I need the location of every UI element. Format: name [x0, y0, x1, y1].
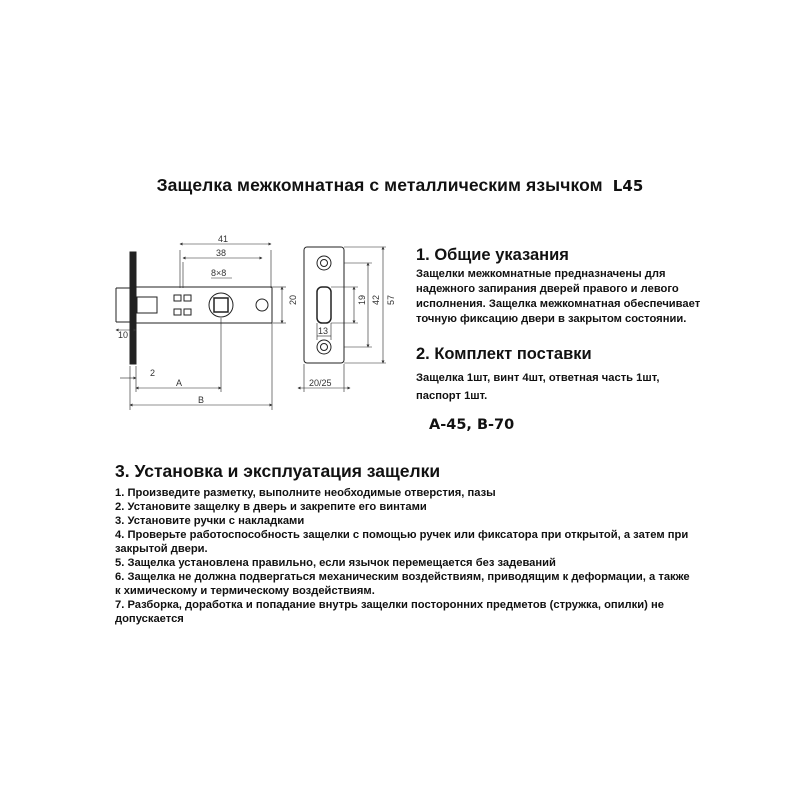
technical-drawing [100, 225, 400, 415]
step-line: 2. Установите защелку в дверь и закрепите его винтами [115, 501, 427, 513]
section1-text [416, 267, 746, 327]
section2-text [416, 369, 746, 405]
step-line: 7. Разборка, доработка и попадание внутрь защелки посторонних предметов (стружка, опилки) не [115, 599, 664, 611]
latch-body [136, 287, 272, 323]
dim-13: 13 [318, 326, 329, 336]
strike-plate [304, 247, 344, 363]
dim-38: 38 [216, 248, 227, 258]
step-line: 5. Защелка установлена правильно, если язычок перемещается без задеваний [115, 557, 556, 569]
title-main: Защелка межкомнатная с металлическим язычком [156, 175, 603, 195]
section1-line: исполнения. Защелка межкомнатная обеспечивает [416, 298, 701, 310]
strike-slot [317, 287, 331, 323]
dim-a: A [176, 378, 183, 388]
dim-20-25: 20/25 [309, 378, 332, 388]
spindle-hole [209, 293, 233, 317]
dim-2: 2 [150, 368, 156, 378]
dim-10: 10 [118, 330, 129, 340]
section3-heading: 3. Установка и эксплуатация защелки [115, 461, 441, 481]
faceplate [130, 252, 136, 364]
step-line: 3. Установите ручки с накладками [115, 515, 305, 527]
step-line: закрытой двери. [115, 543, 208, 555]
step-line: к химическому и термическому воздействиям. [115, 585, 375, 597]
step-line: 1. Произведите разметку, выполните необходимые отверстия, пазы [115, 487, 496, 499]
title-model: L45 [612, 177, 644, 195]
section1-line: Защелки межкомнатные предназначены для [416, 268, 666, 280]
dim-19: 19 [357, 294, 367, 305]
sizes-spec: A-45, B-70 [429, 417, 515, 433]
section2-line: Защелка 1шт, винт 4шт, ответная часть 1шт, [416, 372, 660, 384]
section2-line: паспорт 1шт. [416, 390, 488, 402]
dim-41: 41 [218, 234, 229, 244]
step-line: 6. Защелка не должна подвергаться механическим воздействиям, приводящим к деформации, а также [115, 571, 690, 583]
step-line: 4. Проверьте работоспособность защелки с помощью ручек или фиксатора при открытой, а затем при [115, 529, 689, 541]
dim-20: 20 [288, 294, 298, 305]
section2-heading: 2. Комплект поставки [416, 345, 592, 363]
dim-57: 57 [386, 294, 396, 305]
dim-42: 42 [371, 294, 381, 305]
steps-list [115, 486, 755, 626]
section1-line: точную фиксацию двери в закрытом состоянии. [416, 313, 687, 325]
section1-heading: 1. Общие указания [416, 246, 569, 264]
document-title [0, 175, 800, 196]
step-line: допускается [115, 613, 184, 625]
section1-line: надежного запирания дверей правого и левого [416, 283, 679, 295]
dim-b: B [198, 395, 205, 405]
dim-8x8: 8×8 [211, 268, 227, 278]
latch-tongue [116, 288, 130, 322]
